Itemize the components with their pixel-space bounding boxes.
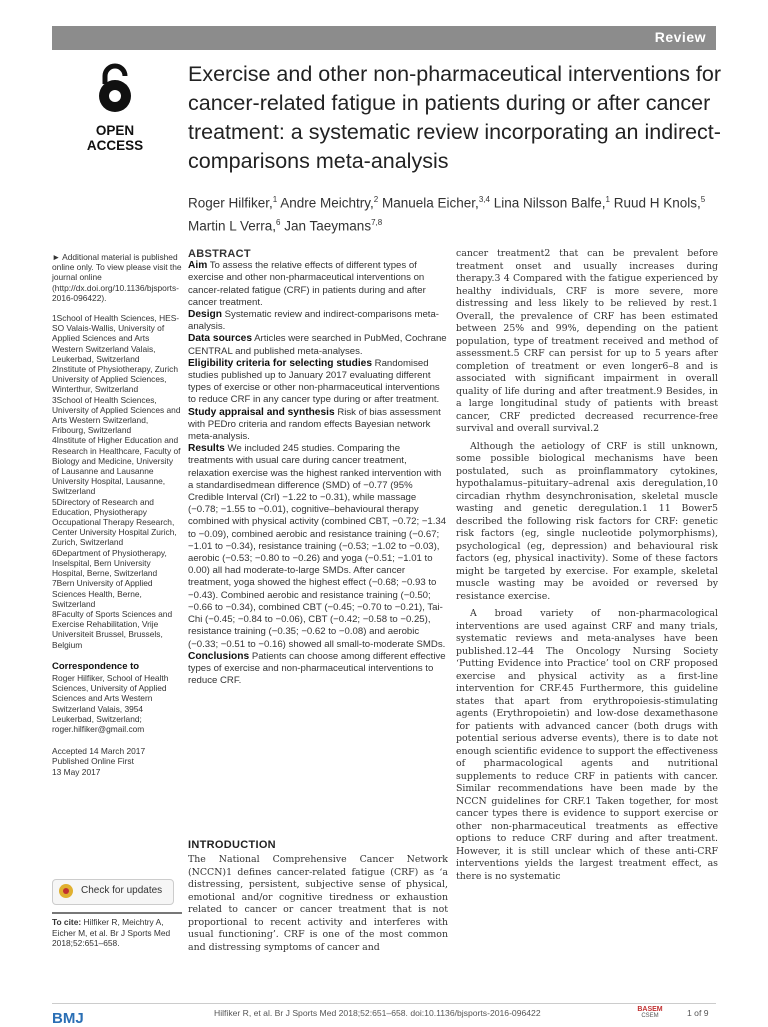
bmj-logo: BMJ xyxy=(52,1010,84,1027)
abstract-section-label: Eligibility criteria for selecting studies xyxy=(188,357,372,369)
affiliation: 7Bern University of Applied Sciences Health, Berne, Switzerland xyxy=(52,578,153,609)
right-column-text xyxy=(456,248,718,888)
abstract-section-text: Articles were searched in PubMed, Cochrane CENTRAL and published meta-analyses. xyxy=(188,333,447,357)
author-affiliation-ref: 1 xyxy=(605,195,610,204)
body-paragraph: Although the aetiology of CRF is still unknown, some possible biological mechanisms have been postulated, such as proinflammatory cytokines, hypothalamus–pituitary–adrenal axis deregulation,10 circadian rhythm desynchronisation, skeletal muscle wasting and genetic deregulation.1 11 Bower5 described the following risk factors for CRF: genetic risk factors (eg, single nucleotide polymorphisms), psychological (eg, depression) and behavioural risk factors (eg, physical inactivity). Some of these factors might be targeted by exercise. For example, skeletal muscle wasting may be avoided or reversed by resistance exercise. xyxy=(456,440,718,602)
basem-badge xyxy=(630,1006,670,1019)
affiliation: 8Faculty of Sports Sciences and Exercise Rehabilitation, Vrije Universiteit Brussel, Brussels, Belgium xyxy=(52,608,173,650)
to-cite-box xyxy=(52,912,182,949)
abstract-heading: ABSTRACT xyxy=(188,248,251,260)
abstract-section-text: To assess the relative effects of different types of exercise and other non-pharmaceutical interventions on cancer-related fatigue (CRF) in patients during and after cancer treatment. xyxy=(188,260,426,308)
affiliation: 2Institute of Physiotherapy, Zurich University of Applied Sciences, Winterthur, Switzerland xyxy=(52,364,178,395)
author-name: Lina Nilsson Balfe, xyxy=(493,195,606,211)
article-title: Exercise and other non-pharmaceutical interventions for cancer-related fatigue in patients during or after cancer treatment: a systematic review incorporating an indirect-comparisons meta-analysis xyxy=(188,62,722,173)
check-updates-label: Check for updates xyxy=(81,885,163,896)
affiliation: 3School of Health Sciences, University of Applied Sciences and Arts Western Switzerland, Fribourg, Switzerland xyxy=(52,394,181,436)
to-cite-text: Hilfiker R, Meichtry A, Eicher M, et al. Br J Sports Med 2018;52:651–658. xyxy=(52,917,171,949)
page-number: 1 of 9 xyxy=(687,1008,709,1018)
abstract-section-text: Randomised studies published up to January 2017 evaluating different types of exercise or other non-pharmaceutical interventions to reduce CRF in any cancer type during or after treatment. xyxy=(188,357,440,406)
footer-divider xyxy=(52,1003,716,1004)
body-paragraph: A broad variety of non-pharmacological interventions are used against CRF and many trials, systematic reviews and meta-analyses have been published.12–44 The Oncology Nursing Society ‘Putting Evidence into Practice’ tool on CRF proposed exercise and physical activity as a first-line intervention for CRF.45 Furthermore, this guideline states that apart from erythropoiesis-stimulating agents (Erythropoietin) and low-dose dexamethasone for patients with advanced cancer (both drugs with potential serious adverse events), there is to date not enough scientific evidence to support the effectiveness of pharmacological agents and nutritional supplements to reduce CRF in patients with cancer. Similar recommendations have been made by the NCCN guidelines for CRF.1 Taken together, for most cancer types there is evidence to support exercise or other non-pharmaceutical treatments as effective options to reduce CRF during and after treatment. However, it is still unclear which of these anti-CRF interventions yields the largest treatment effect, as there is no systematic xyxy=(456,608,718,882)
abstract-section xyxy=(188,260,448,309)
author-name: Manuela Eicher, xyxy=(382,195,479,211)
abstract-section xyxy=(188,407,448,444)
to-cite-label: To cite: xyxy=(52,917,82,927)
affiliation: 5Directory of Research and Education, Physiotherapy Occupational Therapy Research, Center University Hospital Zurich, Zurich, Switzerland xyxy=(52,496,177,548)
abstract-section-label: Design xyxy=(188,309,222,321)
introduction-paragraph: The National Comprehensive Cancer Network (NCCN)1 defines cancer-related fatigue (CRF) as ‘a distressing, persistent, subjective sense of physical, emotional and/or cognitive tiredness or exhaustion related to cancer or cancer treatment that is not proportional to recent activity and interferes with usual functioning’. CRF is one of the most common and distressing symptoms of cancer and xyxy=(188,854,448,953)
abstract-section-text: We included 245 studies. Comparing the treatments with usual care during cancer treatment, relaxation exercise was the highest ranked intervention with a standardisedmean difference (SMD) of −0.77 (95% Credible Interval (CrI) −1.22 to −0.31), while massage (−0.78; −1.55 to −0.01), cognitive–behavioural therapy combined with physical activity (combined CBT, −0.72; −1.34 to −0.09), combined aerobic and resistance training (−0.67; −1.01 to −0.34), resistance training (−0.53; −1.02 to −0.03), aerobic (−0.53; −0.80 to −0.26) and yoga (−0.51; −1.01 to 0.00) all had moderate-to-large SMDs. After cancer treatment, yoga showed the highest effect (−0.68; −0.93 to −0.43). Combined aerobic and resistance training (−0.50; −0.66 to −0.34), combined CBT (−0.45; −0.70 to −0.21), Tai-Chi (−0.45; −0.84 to −0.06), CBT (−0.42; −0.58 to −0.25), resistance training (−0.35; −0.62 to −0.08) and aerobic (−0.33; −0.51 to −0.16) showed all small-to-moderate SMDs. xyxy=(188,443,447,650)
abstract-section-label: Results xyxy=(188,443,225,455)
abstract-section xyxy=(188,333,448,357)
correspondence-heading: Correspondence to xyxy=(52,660,140,672)
published-online-label: Published Online First xyxy=(52,756,134,767)
author-name: Andre Meichtry, xyxy=(280,195,374,211)
abstract-section xyxy=(188,358,448,407)
abstract-section xyxy=(188,651,448,688)
published-date: 13 May 2017 xyxy=(52,766,101,777)
abstract-section xyxy=(188,309,448,333)
abstract-section-label: Conclusions xyxy=(188,650,250,662)
section-banner xyxy=(52,26,716,50)
author-name: Jan Taeymans xyxy=(284,218,372,233)
abstract-section-text: Patients can choose among different effective types of exercise and non-pharmaceutical interventions to reduce CRF. xyxy=(188,650,446,687)
open-access-logo xyxy=(70,62,160,153)
correspondence-text: Roger Hilfiker, School of Health Sciences, University of Applied Sciences and Arts Western Switzerland Valais, 3954 Leukerbad, Switzerland; roger.hilfiker@gmail.com xyxy=(52,672,169,734)
author-affiliation-ref: 3,4 xyxy=(478,195,490,204)
footer-citation: Hilfiker R, et al. Br J Sports Med 2018;52:651–658. doi:10.1136/bjsports-2016-096422 xyxy=(214,1008,541,1018)
author-affiliation-ref: 6 xyxy=(276,217,281,227)
badge-bottom: CSEM xyxy=(641,1013,659,1019)
sidebar xyxy=(52,252,182,777)
supplementary-note: ► Additional material is published online only. To view please visit the journal online (http://dx.doi.org/10.1136/bjsports-2016-096422). xyxy=(52,252,182,303)
author-name: Ruud H Knols, xyxy=(613,195,701,211)
affiliation: 4Institute of Higher Education and Research in Healthcare, Faculty of Biology and Medicine, University of Lausanne and Lausanne University Hospital, Lausanne, Switzerland xyxy=(52,435,181,497)
abstract xyxy=(188,248,448,687)
author-affiliation-ref: 7,8 xyxy=(371,217,383,227)
author-name: Roger Hilfiker, xyxy=(188,195,273,211)
author-list xyxy=(188,190,728,235)
badge-top: BASEM xyxy=(637,1006,663,1013)
abstract-section-label: Study appraisal and synthesis xyxy=(188,406,335,418)
affiliation: 1School of Health Sciences, HES-SO Valais-Wallis, University of Applied Sciences and Arts Western Switzerland Valais, Leukerbad, Switzerland xyxy=(52,313,180,364)
author-affiliation-ref: 2 xyxy=(373,195,379,204)
abstract-section xyxy=(188,443,448,650)
open-access-label: OPEN ACCESS xyxy=(86,123,144,153)
open-lock-icon xyxy=(93,62,137,114)
author-affiliation-ref: 1 xyxy=(272,195,278,204)
author-affiliation-ref: 5 xyxy=(700,195,706,204)
affiliation-list xyxy=(52,313,182,650)
body-paragraph: cancer treatment2 that can be prevalent before treatment onset and usually increases during therapy.3 4 Compared with the fatigue experienced by healthy individuals, CRF is more severe, more distressing and less likely to be relieved by rest.1 Overall, the prevalence of CRF has been estimated between 25% and 99%, depending on the patient population, type of treatment received and method of assessment.5 CRF can persist for up to 5 years after completion of treatment or even longer6–8 and is associated with significant impairment in overall quality of life during and after treatment.9 Besides, in a large longitudinal study of patients with breast cancer, CRF predicted decreased recurrence-free survival and overall survival.2 xyxy=(456,248,718,434)
abstract-section-text: Risk of bias assessment with PEDro criteria and random effects Bayesian network meta-analysis. xyxy=(188,406,441,443)
accepted-date: Accepted 14 March 2017 xyxy=(52,746,146,757)
abstract-section-text: Systematic review and indirect-comparisons meta-analysis. xyxy=(188,309,439,333)
section-label: Review xyxy=(654,29,706,45)
abstract-section-label: Aim xyxy=(188,260,208,272)
abstract-sections xyxy=(188,260,448,687)
introduction-body xyxy=(188,854,448,954)
crossmark-icon xyxy=(59,884,73,898)
abstract-section-label: Data sources xyxy=(188,333,252,345)
affiliation: 6Department of Physiotherapy, Inselspital, Bern University Hospital, Berne, Switzerland xyxy=(52,547,167,579)
author-name: Martin L Verra, xyxy=(188,218,277,233)
introduction-heading: INTRODUCTION xyxy=(188,839,276,851)
check-for-updates-button[interactable] xyxy=(52,879,174,905)
